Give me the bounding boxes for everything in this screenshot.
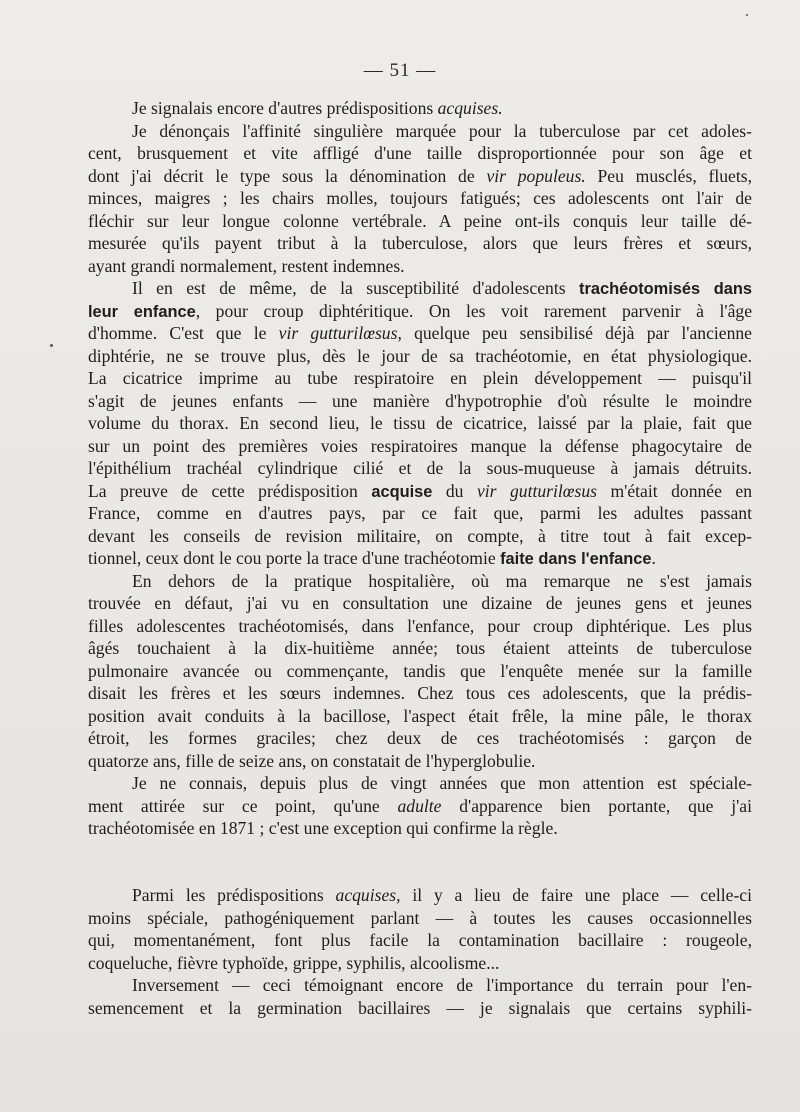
- line-text: Peu musclés, fluets,: [585, 165, 753, 186]
- text-body-lower: [88, 884, 752, 1019]
- text-line: [88, 502, 752, 525]
- line-text: devant les conseils de revision militaire, on compte, à titre tout à fait excep-: [88, 525, 752, 546]
- line-text: sur un point des premières voies respiratoires manque la défense phagocytaire de: [88, 435, 752, 456]
- text-line: [88, 165, 752, 188]
- text-line: [88, 457, 752, 480]
- text-line: [88, 255, 752, 278]
- line-text: La cicatrice imprime au tube respiratoire en plein développement — puisqu'il: [88, 368, 752, 388]
- line-text: d'apparence bien portante, que j'ai: [441, 795, 752, 816]
- line-text: France, comme en d'autres pays, par ce fait que, parmi les adultes passant: [88, 503, 752, 523]
- line-text: trouvée en défaut, j'ai vu en consultation une dizaine de jeunes gens et jeunes: [88, 593, 752, 613]
- line-text: position avait conduits à la bacillose, l'aspect était frêle, la mine pâle, le thorax: [88, 705, 752, 726]
- line-text: fléchir sur leur longue colonne vertébrale. A peine ont-ils conquis leur taille dé-: [88, 210, 752, 231]
- text-line: [88, 884, 752, 907]
- line-text: moins spéciale, pathogéniquement parlant — à toutes les causes occasionnelles: [88, 907, 752, 928]
- text-line: [88, 277, 752, 300]
- line-text: qui, momentanément, font plus facile la contamination bacillaire : rougeole,: [88, 930, 752, 950]
- line-text: ayant grandi normalement, restent indemnes.: [88, 255, 405, 276]
- text-line: [88, 974, 752, 997]
- text-line: [88, 120, 752, 143]
- text-line: [88, 210, 752, 233]
- text-line: [88, 412, 752, 435]
- paragraph: [88, 277, 752, 570]
- line-text: mesurée qu'ils payent tribut à la tuberculose, alors que leurs frères et sœurs,: [88, 233, 752, 253]
- line-text: Parmi les prédispositions: [132, 885, 336, 905]
- paragraph: [88, 570, 752, 773]
- italic-text: vir gutturilœsus: [278, 323, 398, 343]
- line-text: étroit, les formes graciles; chez deux de ces trachéotomisés : garçon de: [88, 728, 752, 748]
- line-text: , pour croup diphtéritique. On les voit rarement parvenir à l'âge: [195, 300, 752, 321]
- page-number: — 51 —: [363, 60, 437, 81]
- line-text: d'homme. C'est que le: [88, 323, 279, 343]
- line-text: tionnel, ceux dont le cou porte la trace d'une trachéotomie: [88, 548, 501, 568]
- text-line: [88, 660, 752, 683]
- line-text: Je ne connais, depuis plus de vingt années que mon attention est spéciale-: [132, 773, 752, 793]
- text-line: [88, 322, 752, 345]
- text-line: [88, 929, 752, 952]
- line-text: coqueluche, fièvre typhoïde, grippe, syphilis, alcoolisme...: [88, 952, 500, 973]
- text-line: [88, 682, 752, 705]
- line-text: Inversement — ceci témoignant encore de l'importance du terrain pour l'en-: [132, 975, 752, 995]
- paragraph: [88, 974, 752, 1019]
- italic-text: vir populeus.: [486, 165, 586, 186]
- line-text: âgés touchaient à la dix-huitième année; tous étaient atteints de tuberculose: [88, 638, 752, 658]
- line-text: quatorze ans, fille de seize ans, on constatait de l'hyperglobulie.: [88, 750, 536, 771]
- line-text: dont j'ai décrit le type sous la dénomination de: [88, 165, 487, 186]
- text-line: [88, 187, 752, 210]
- text-body-upper: [88, 97, 752, 840]
- text-line: [88, 232, 752, 255]
- line-text: , il y a lieu de faire une place — celle-ci: [396, 885, 753, 905]
- bold-text: faite dans l'enfance: [500, 550, 652, 568]
- text-line: [88, 952, 752, 975]
- line-text: ment attirée sur ce point, qu'une: [88, 795, 398, 816]
- line-text: .: [651, 548, 656, 568]
- print-speck: [746, 14, 748, 16]
- italic-text: acquises.: [437, 98, 503, 118]
- text-line: [88, 547, 752, 570]
- text-line: [88, 367, 752, 390]
- text-line: [88, 300, 752, 323]
- bold-text: leur enfance: [88, 302, 196, 321]
- text-line: [88, 907, 752, 930]
- text-line: [88, 997, 752, 1020]
- text-line: [88, 772, 752, 795]
- text-line: [88, 727, 752, 750]
- text-line: [88, 615, 752, 638]
- text-line: [88, 817, 752, 840]
- line-text: volume du thorax. En second lieu, le tissu de cicatrice, laissé par la plaie, fait que: [88, 413, 752, 433]
- text-line: [88, 795, 752, 818]
- bold-text: trachéotomisés dans: [579, 280, 752, 298]
- text-line: [88, 142, 752, 165]
- line-text: du: [432, 480, 477, 501]
- line-text: Il en est de même, de la susceptibilité d'adolescents: [132, 278, 579, 298]
- line-text: s'agit de jeunes enfants — une manière d'hypotrophie d'où résulte le moindre: [88, 390, 752, 411]
- text-line: [88, 637, 752, 660]
- paragraph: [88, 772, 752, 840]
- line-text: minces, maigres ; les chairs molles, toujours fatigués; ces adolescents ont l'air de: [88, 188, 752, 208]
- text-line: [88, 480, 752, 503]
- text-line: [88, 435, 752, 458]
- line-text: Je signalais encore d'autres prédispositions: [132, 98, 438, 118]
- line-text: diphtérie, ne se trouve plus, dès le jour de sa trachéotomie, en état physiologique.: [88, 345, 752, 366]
- line-text: semencement et la germination bacillaires — je signalais que certains syphili-: [88, 997, 752, 1018]
- paragraph: [88, 120, 752, 278]
- line-text: filles adolescentes trachéotomisés, dans l'enfance, pour croup diphtérique. Les plus: [88, 615, 752, 636]
- line-text: l'épithélium trachéal cylindrique cilié et de la sous-muqueuse à jamais détruits.: [88, 458, 752, 478]
- bold-text: acquise: [371, 482, 433, 501]
- text-line: [88, 525, 752, 548]
- paragraph: [88, 97, 752, 120]
- text-line: [88, 97, 752, 120]
- text-line: [88, 592, 752, 615]
- line-text: En dehors de la pratique hospitalière, où ma remarque ne s'est jamais: [132, 570, 752, 591]
- line-text: trachéotomisée en 1871 ; c'est une exception qui confirme la règle.: [88, 818, 558, 838]
- line-text: , quelque peu sensibilisé déjà par l'ancienne: [397, 323, 752, 343]
- text-line: [88, 390, 752, 413]
- text-line: [88, 750, 752, 773]
- print-speck: [50, 344, 53, 347]
- italic-text: adulte: [397, 795, 442, 816]
- italic-text: vir gutturilœsus: [476, 480, 597, 501]
- text-line: [88, 705, 752, 728]
- italic-text: acquises: [335, 885, 397, 905]
- line-text: pulmonaire avancée ou commençante, tandis que l'enquête menée sur la famille: [88, 660, 752, 681]
- text-line: [88, 345, 752, 368]
- line-text: disait les frères et les sœurs indemnes. Chez tous ces adolescents, que la prédis-: [88, 683, 752, 703]
- line-text: La preuve de cette prédisposition: [88, 480, 372, 501]
- paragraph: [88, 884, 752, 974]
- line-text: m'était donnée en: [597, 480, 752, 501]
- line-text: cent, brusquement et vite affligé d'une taille disproportionnée pour son âge et: [88, 143, 752, 163]
- text-line: [88, 570, 752, 593]
- line-text: Je dénonçais l'affinité singulière marquée pour la tuberculose par cet adoles-: [132, 120, 752, 141]
